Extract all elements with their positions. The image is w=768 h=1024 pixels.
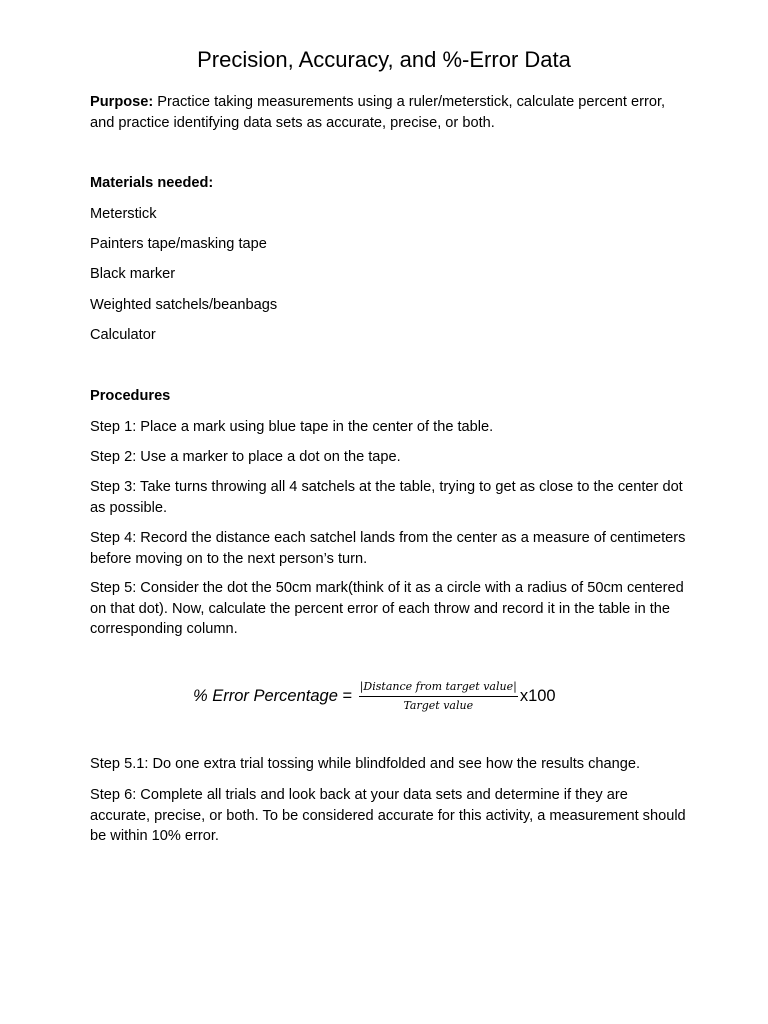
procedure-step: Step 1: Place a mark using blue tape in the center of the table. — [90, 419, 494, 435]
procedure-step: Step 4: Record the distance each satchel lands from the center as a measure of centimeters before moving on to the next person’s turn. — [90, 530, 686, 567]
materials-item: Black marker — [90, 266, 176, 282]
formula-lhs: % Error Percentage — [193, 686, 338, 705]
formula-equals: = — [337, 686, 357, 705]
purpose-paragraph — [90, 92, 690, 133]
materials-heading: Materials needed: — [90, 175, 214, 191]
formula-denominator: Target value — [403, 698, 474, 712]
formula-multiplier: x100 — [519, 686, 556, 705]
procedure-step: Step 5: Consider the dot the 50cm mark(think of it as a circle with a radius of 50cm centered on that dot). Now, calculate the percent error of each throw and record it in the table in the corresponding column. — [90, 580, 684, 637]
materials-item: Painters tape/masking tape — [90, 236, 267, 252]
purpose-text: Practice taking measurements using a ruler/meterstick, calculate percent error, and practice identifying data sets as accurate, precise, or both. — [90, 94, 666, 131]
percent-error-formula — [193, 676, 556, 716]
materials-item: Weighted satchels/beanbags — [90, 297, 278, 313]
page-title: Precision, Accuracy, and %-Error Data — [197, 47, 571, 72]
procedure-step: Step 2: Use a marker to place a dot on the tape. — [90, 449, 401, 465]
procedures-heading: Procedures — [90, 388, 171, 404]
procedure-step: Step 6: Complete all trials and look back at your data sets and determine if they are accurate, precise, or both. To be considered accurate for this activity, a measurement should be within 10% error. — [90, 787, 686, 844]
materials-item: Meterstick — [90, 206, 157, 222]
materials-item: Calculator — [90, 327, 156, 343]
purpose-label: Purpose: — [90, 94, 154, 110]
procedure-step: Step 3: Take turns throwing all 4 satchels at the table, trying to get as close to the center dot as possible. — [90, 479, 683, 516]
formula-fraction — [359, 680, 518, 713]
formula-numerator: |Distance from target value| — [359, 680, 518, 697]
procedure-step: Step 5.1: Do one extra trial tossing while blindfolded and see how the results change. — [90, 756, 641, 772]
